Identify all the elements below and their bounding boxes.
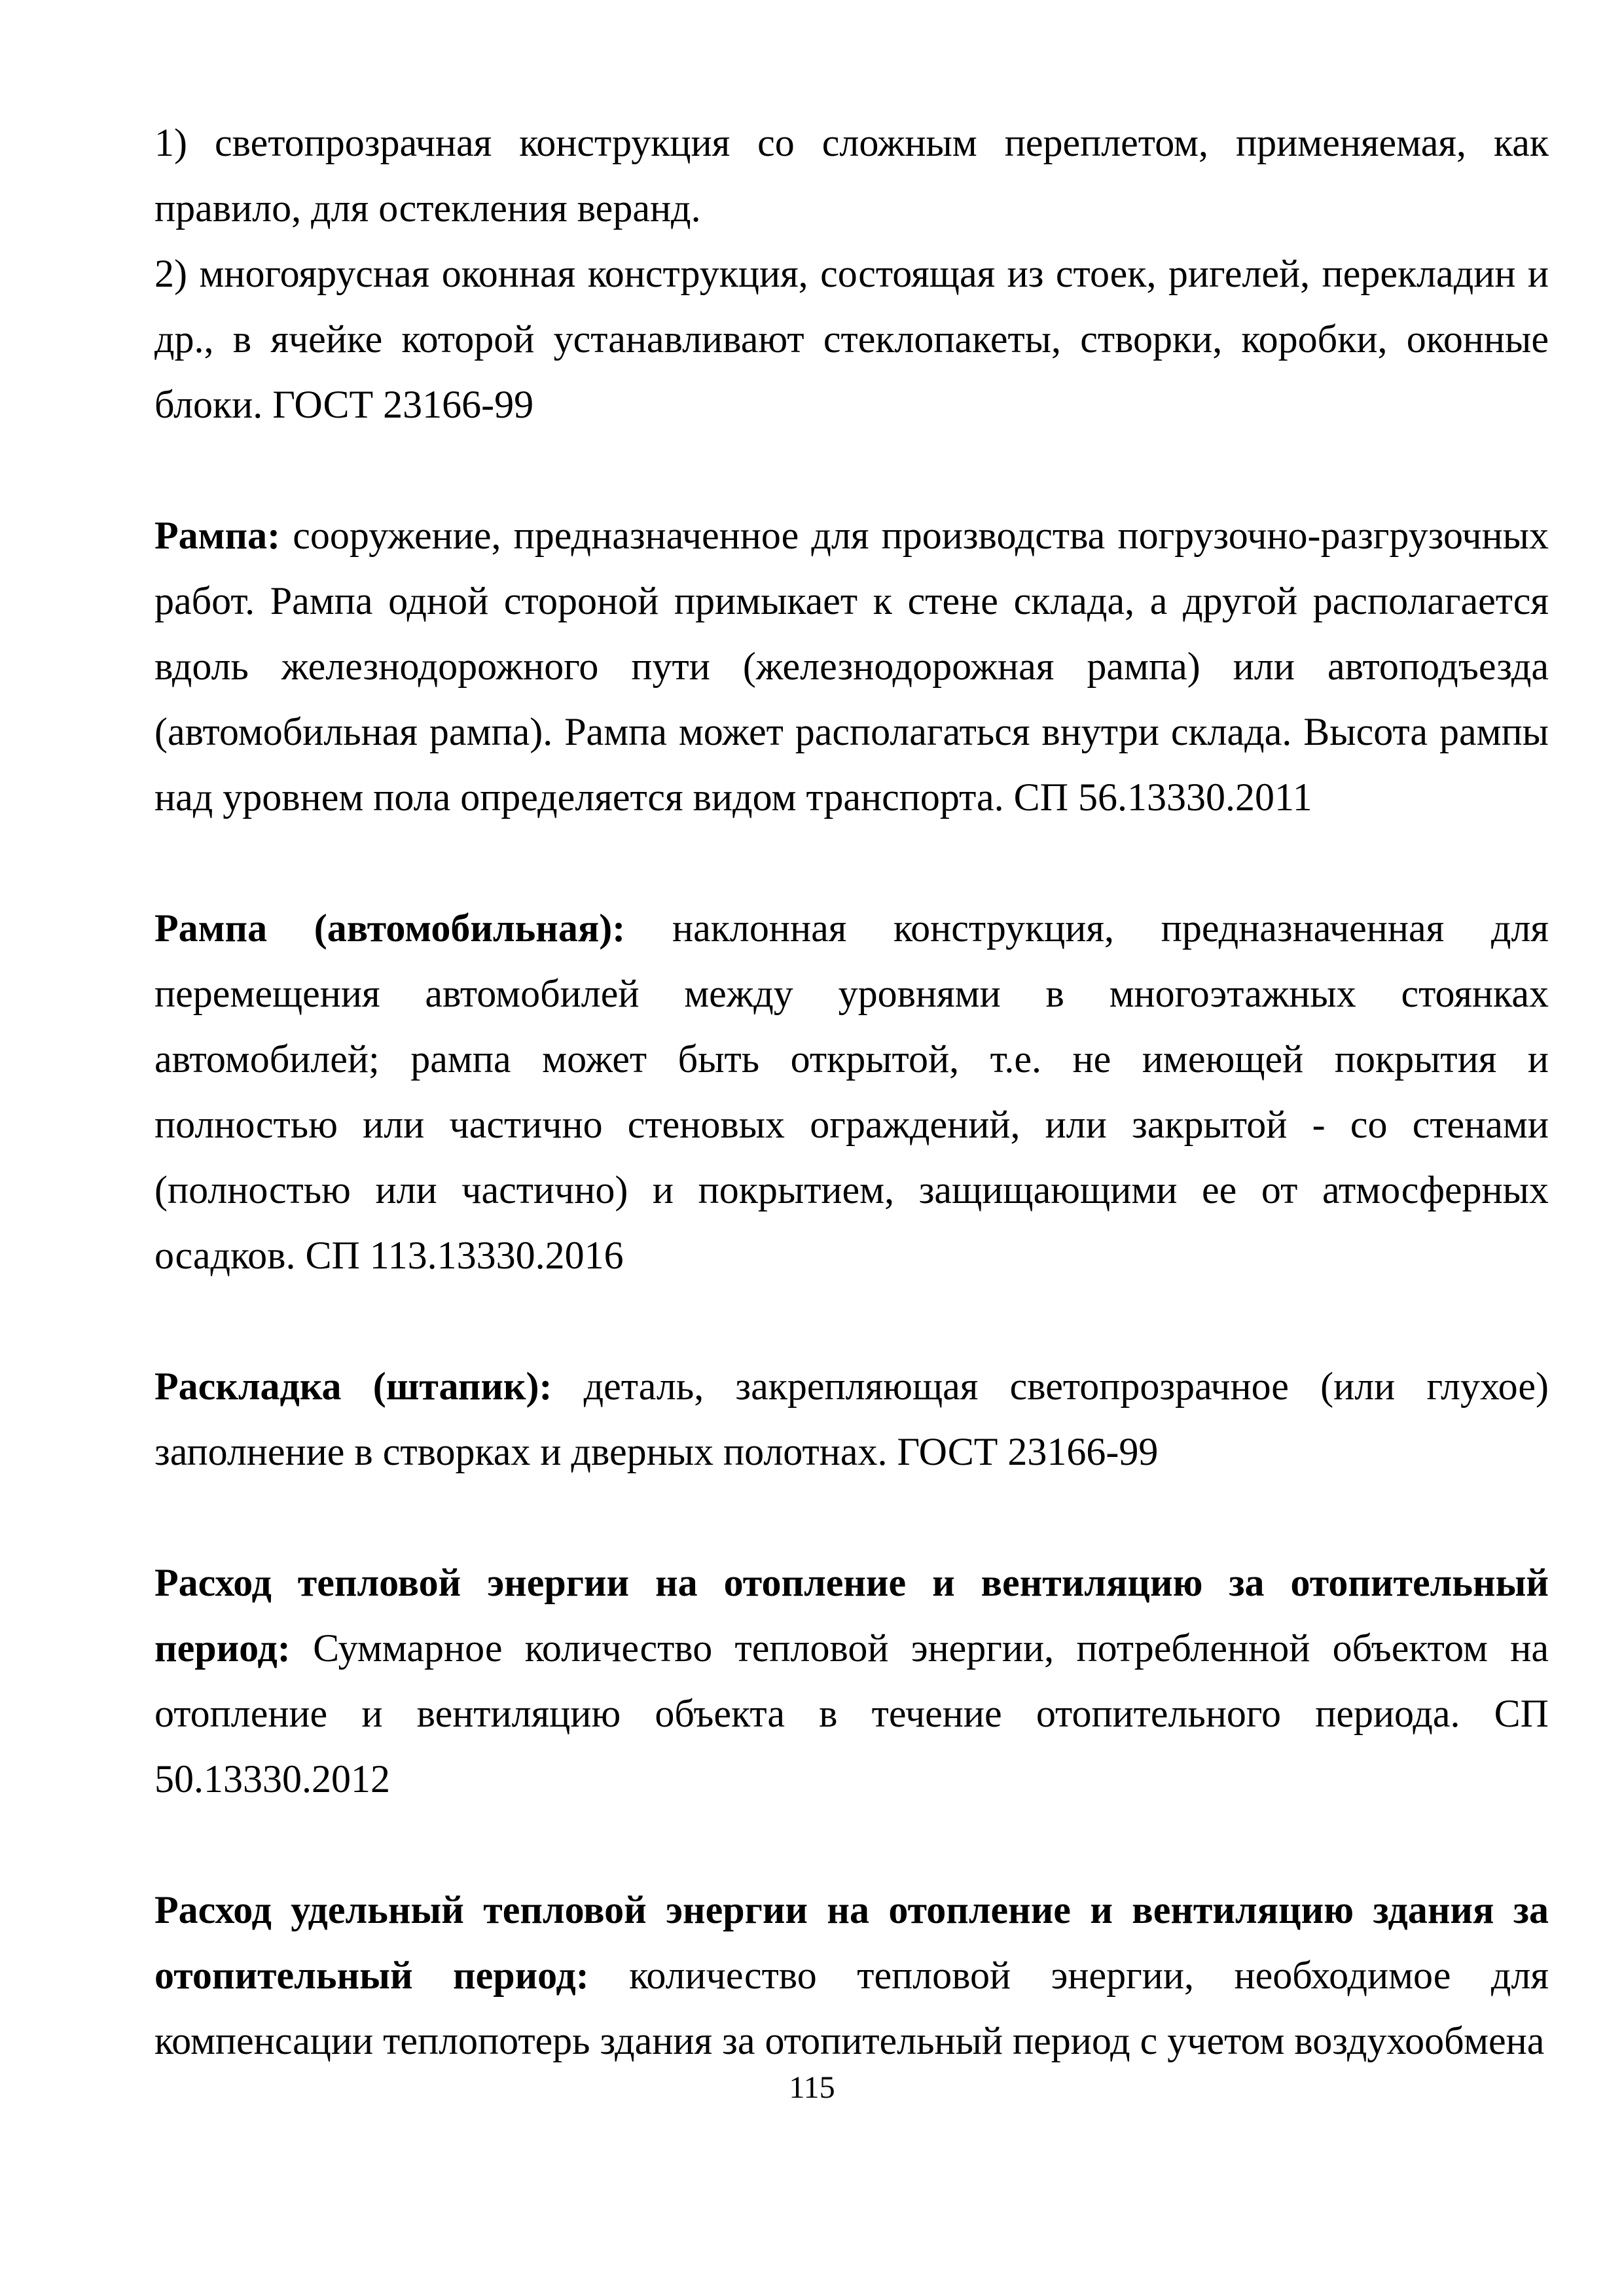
page-number: 115 [789, 2070, 835, 2105]
document-page [154, 110, 1549, 2073]
definition-text: наклонная конструкция, предназначенная для перемещения автомобилей между уровнями в многоэтажных стоянках автомобилей; рампа может быть открытой, т.е. не имеющей покрытия и полностью или частично стеновых ограждений, или закрытой - со стенами (полностью или частично) и покрытием, защищающими ее от атмосферных осадков. СП 113.13330.2016 [154, 906, 1549, 1277]
definition-term: Раскладка (штапик): [154, 1365, 552, 1408]
definition-continuation-1 [154, 110, 1549, 241]
definition-text: количество тепловой энергии, необходимое для компенсации теплопотерь здания за отопительный период с учетом воздухообмена [154, 1954, 1549, 2062]
definition-text: сооружение, предназначенное для производства погрузочно-разгрузочных работ. Рампа одной стороной примыкает к стене склада, а другой располагается вдоль железнодорожного пути (железнодорожная рампа) или автоподъезда (автомобильная рампа). Рампа может располагаться внутри склада. Высота рампы над уровнем пола определяется видом транспорта. СП 56.13330.2011 [154, 514, 1549, 819]
definition-text: 2) многоярусная оконная конструкция, состоящая из стоек, ригелей, перекладин и др., в ячейке которой устанавливают стеклопакеты, створки, коробки, оконные блоки. ГОСТ 23166-99 [154, 252, 1549, 426]
definition-term: Расход тепловой энергии на отопление и вентиляцию за отопительный период: [154, 1561, 1549, 1670]
definition-text: деталь, закрепляющая светопрозрачное (или глухое) заполнение в створках и дверных полотнах. ГОСТ 23166-99 [154, 1365, 1549, 1473]
definition-term: Рампа (автомобильная): [154, 906, 626, 950]
definition-continuation-2 [154, 241, 1549, 437]
definition-rampa [154, 503, 1549, 830]
definition-term: Рампа: [154, 514, 281, 557]
definition-specific-heat-consumption [154, 1877, 1549, 2073]
definition-text: Суммарное количество тепловой энергии, потребленной объектом на отопление и вентиляцию объекта в течение отопительного периода. СП 50.13330.2012 [154, 1626, 1549, 1801]
definition-heat-consumption [154, 1550, 1549, 1812]
definition-text: 1) светопрозрачная конструкция со сложным переплетом, применяемая, как правило, для остекления веранд. [154, 121, 1549, 230]
definition-raskladka [154, 1354, 1549, 1484]
definition-rampa-auto [154, 895, 1549, 1288]
definition-term: Расход удельный тепловой энергии на отопление и вентиляцию здания за отопительный период: [154, 1888, 1549, 1997]
